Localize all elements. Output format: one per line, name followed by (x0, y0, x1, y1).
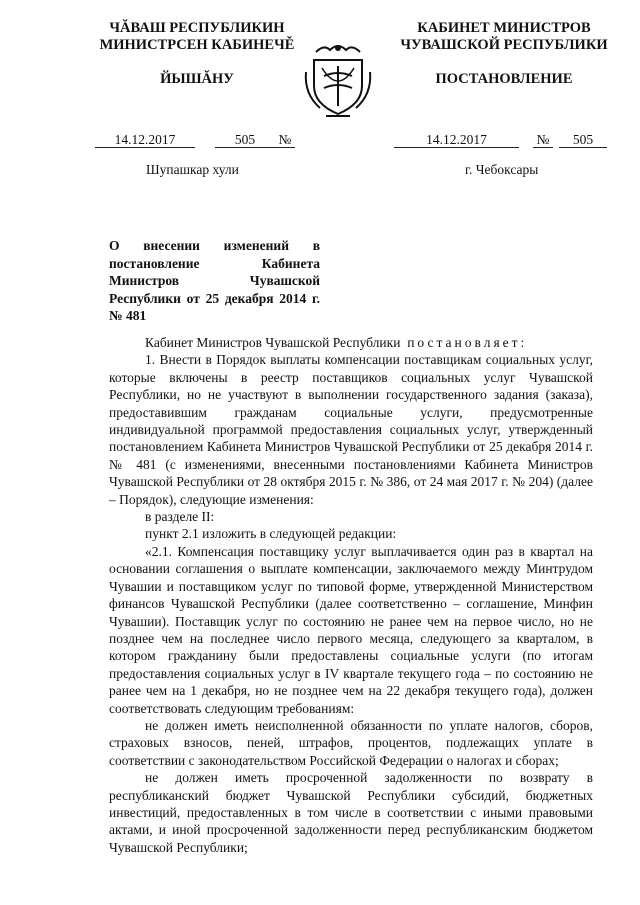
letterhead-chuvash (92, 20, 302, 88)
body-paragraph: в разделе II: (145, 509, 215, 525)
intro-verb: постановляет: (407, 335, 528, 350)
document-body (109, 334, 593, 856)
place-chuvash: Шупашкар хули (146, 162, 239, 177)
issuer-line-1: КАБИНЕТ МИНИСТРОВ (417, 20, 591, 36)
letterhead-russian (392, 20, 616, 88)
coat-of-arms-icon (302, 42, 374, 120)
body-paragraph: пункт 2.1 изложить в следующей редакции: (145, 526, 397, 542)
registration-number-chuvash: 505 (215, 133, 275, 148)
registration-date: 14.12.2017 (394, 133, 519, 148)
doc-type: ПОСТАНОВЛЕНИЕ (435, 71, 573, 87)
issuer-line-2-chuvash: МИНИСТРСЕН КАБИНЕЧĚ (99, 37, 295, 53)
document-subject: О внесении изменений в постановление Кабинета Министров Чувашской Республики от 25 декабря 2014 г. № 481 (109, 238, 320, 323)
body-paragraph: «2.1. Компенсация поставщику услуг выплачивается один раз в квартал на основании соглашения о выплате компенсации, заключаемого между Минтрудом Чувашии и поставщиком услуг по типовой форме, утвержденной Министерством финансов Чувашской Республики (далее соответственно – соглашение, Минфин Чувашии). Поставщик услуг по состоянию не ранее чем на первое число, но не позднее чем на последнее число первого месяца, следующего за кварталом, в котором гражданину были предоставлены социальные услуги (по итогам предоставления социальных услуг в IV квартале текущего года – по состоянию не ранее чем на 1 декабря, но не позднее чем на 22 декабря текущего года), должен соответствовать следующим требованиям: (109, 543, 593, 716)
issuer-line-2: ЧУВАШСКОЙ РЕСПУБЛИКИ (400, 37, 608, 53)
letterhead (0, 20, 640, 120)
number-sign-chuvash: № (275, 133, 295, 148)
intro-lead: Кабинет Министров Чувашской Республики (145, 335, 401, 350)
body-paragraph: не должен иметь неисполненной обязанности по уплате налогов, сборов, страховых взносов, пеней, штрафов, процентов, подлежащих уплате в соответствии с законодательством Российской Федерации о налогах и сборах; (109, 717, 593, 768)
doc-type-chuvash: ЙЫШĂНУ (160, 71, 234, 87)
issuer-line-1-chuvash: ЧĂВАШ РЕСПУБЛИКИН (109, 20, 285, 36)
registration-date-chuvash: 14.12.2017 (95, 133, 195, 148)
body-paragraph: не должен иметь просроченной задолженности по возврату в республиканский бюджет Чувашской Республики субсидий, бюджетных инвестиций, предоставленных в том числе в соответствии с иными правовыми актами, и иной просроченной задолженности перед республиканским бюджетом Чувашской Республики; (109, 770, 593, 855)
intro-paragraph (109, 334, 593, 351)
body-paragraph: 1. Внести в Порядок выплаты компенсации поставщикам социальных услуг, которые включены в реестр поставщиков социальных услуг Чувашской Республики, но не участвуют в выполнении государственного задания (заказа), предоставившим гражданам социальные услуги, предусмотренные индивидуальной программой предоставления социальных услуг, утвержденный постановлением Кабинета Министров Чувашской Республики от 25 декабря 2014 г. № 481 (с изменениями, внесенными постановлениями Кабинета Министров Чувашской Республики от 28 октября 2015 г. № 386, от 24 мая 2017 г. № 204) (далее – Порядок), следующие изменения: (109, 352, 593, 507)
registration-line (394, 132, 614, 148)
registration-number: 505 (559, 133, 607, 148)
place: г. Чебоксары (465, 162, 539, 177)
registration-line-chuvash (95, 132, 320, 148)
number-sign: № (533, 133, 553, 148)
